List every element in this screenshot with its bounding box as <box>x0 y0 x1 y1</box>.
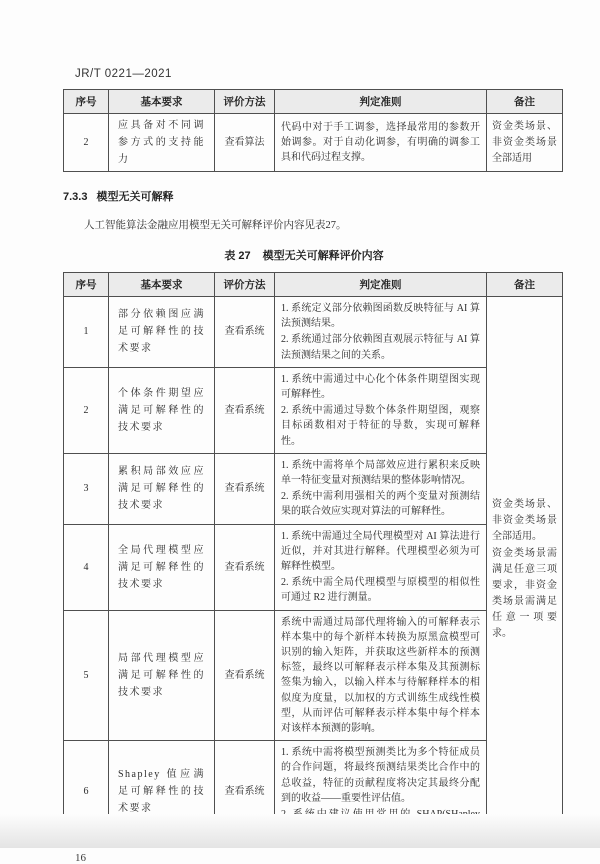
table-caption <box>63 247 545 263</box>
criteria-item: 系统中需通过局部代理将输入的可解释表示样本集中的每个新样本转换为原黑盒模型可识别的输入矩阵，并获取这些新样本的预测标签，最终以可解释表示样本集及其预测标签集为输入，以输入样本与待解释样本的相似度为度量，以加权的方式训练生成线性模型，从而评估可解释表示样本集中每个样本对该样本预测的影响。 <box>281 616 480 735</box>
col-header-remark: 备注 <box>487 273 563 297</box>
col-header-method: 评价方法 <box>215 90 275 114</box>
criteria-item: 1. 系统中需将模型预测类比为多个特征成员的合作问题，将最终预测结果类比合作中的总收益，特征的贡献程度将决定其最终分配到的收益——重要性评估值。 <box>281 747 480 804</box>
intro-paragraph: 人工智能算法金融应用模型无关可解释评价内容见表27。 <box>84 220 347 231</box>
row-number: 5 <box>64 610 109 741</box>
judgment-criteria <box>275 297 487 368</box>
evaluation-method: 查看系统 <box>215 367 275 453</box>
judgment-criteria <box>275 453 487 524</box>
evaluation-method: 查看系统 <box>215 524 275 610</box>
basic-requirement: 应具备对不同调参方式的支持能力 <box>109 114 215 172</box>
criteria-item: 1. 系统中需将单个局部效应进行累积来反映单一特征变量对预测结果的整体影响情况。 <box>281 459 480 487</box>
basic-requirement: 全局代理模型应满足可解释性的技术要求 <box>109 524 215 610</box>
doc-number-header: JR/T 0221—2021 <box>75 68 172 80</box>
col-header-seq: 序号 <box>64 273 109 297</box>
basic-requirement: 个体条件期望应满足可解释性的技术要求 <box>109 367 215 453</box>
row-number: 3 <box>64 453 109 524</box>
criteria-item: 2. 系统中需全局代理模型与原模型的相似性可通过 R2 进行测量。 <box>281 577 480 604</box>
criteria-item: 2. 系统通过部分依赖图直观展示特征与 AI 算法预测结果之间的关系。 <box>281 334 480 361</box>
basic-requirement: 局部代理模型应满足可解释性的技术要求 <box>109 610 215 741</box>
continuation-table-body <box>64 114 563 172</box>
basic-requirement: 累积局部效应应满足可解释性的技术要求 <box>109 453 215 524</box>
table-row <box>64 297 563 368</box>
section-heading <box>63 188 545 204</box>
judgment-criteria <box>275 367 487 453</box>
criteria-item: 1. 系统定义部分依赖图函数反映特征与 AI 算法预测结果。 <box>281 303 480 330</box>
remark-cell: 资金类场景、非资金类场景全部适用 <box>487 114 563 172</box>
remark-item: 资金类场景、非资金类场景全部适用。 <box>492 498 557 542</box>
col-header-requirement: 基本要求 <box>109 90 215 114</box>
table-27 <box>63 272 563 843</box>
row-number: 6 <box>64 741 109 842</box>
section-title: 模型无关可解释 <box>96 191 174 203</box>
col-header-requirement: 基本要求 <box>109 273 215 297</box>
table-27-head <box>64 273 563 297</box>
evaluation-method: 查看系统 <box>215 453 275 524</box>
remark-item: 资金类场景需满足任意三项要求，非资金类场景需满足任意一项要求。 <box>492 547 557 639</box>
criteria-item: 1. 系统中需通过全局代理模型对 AI 算法进行近似，并对其进行解释。代理模型必须为可解释性模型。 <box>281 530 480 573</box>
row-number: 2 <box>64 114 109 172</box>
evaluation-method: 查看系统 <box>215 741 275 842</box>
basic-requirement: 部分依赖图应满足可解释性的技术要求 <box>109 297 215 368</box>
header-row <box>64 90 563 114</box>
table-caption-label: 表 27 <box>224 250 251 262</box>
continuation-table-head <box>64 90 563 114</box>
basic-requirement: Shapley 值应满足可解释性的技术要求 <box>109 741 215 842</box>
col-header-method: 评价方法 <box>215 273 275 297</box>
row-number: 1 <box>64 297 109 368</box>
judgment-criteria <box>275 610 487 741</box>
remark-cell-merged <box>487 297 563 843</box>
header-row <box>64 273 563 297</box>
table-row <box>64 114 563 172</box>
col-header-seq: 序号 <box>64 90 109 114</box>
continuation-table <box>63 89 563 172</box>
col-header-criteria: 判定准则 <box>275 273 487 297</box>
row-number: 4 <box>64 524 109 610</box>
col-header-criteria: 判定准则 <box>275 90 487 114</box>
evaluation-method: 查看系统 <box>215 297 275 368</box>
col-header-remark: 备注 <box>487 90 563 114</box>
page-number: 16 <box>75 851 86 864</box>
page-bottom-edge <box>0 814 600 848</box>
judgment-criteria: 代码中对于手工调参，选择最常用的参数开始调参。对于自动化调参，有明确的调参工具和代码过程支撑。 <box>275 114 487 172</box>
table-27-body <box>64 297 563 843</box>
criteria-item: 2. 系统中需利用强相关的两个变量对预测结果的联合效应实现对算法的可解释性。 <box>281 491 480 518</box>
evaluation-method: 查看算法 <box>215 114 275 172</box>
judgment-criteria <box>275 524 487 610</box>
evaluation-method: 查看系统 <box>215 610 275 741</box>
criteria-item: 2. 系统中需通过导数个体条件期望图，观察目标函数相对于特征的导数，实现可解释性。 <box>281 405 480 447</box>
table-caption-title: 模型无关可解释评价内容 <box>262 250 384 262</box>
criteria-item: 1. 系统中需通过中心化个体条件期望图实现可解释性。 <box>281 373 480 401</box>
row-number: 2 <box>64 367 109 453</box>
section-number: 7.3.3 <box>63 191 88 203</box>
